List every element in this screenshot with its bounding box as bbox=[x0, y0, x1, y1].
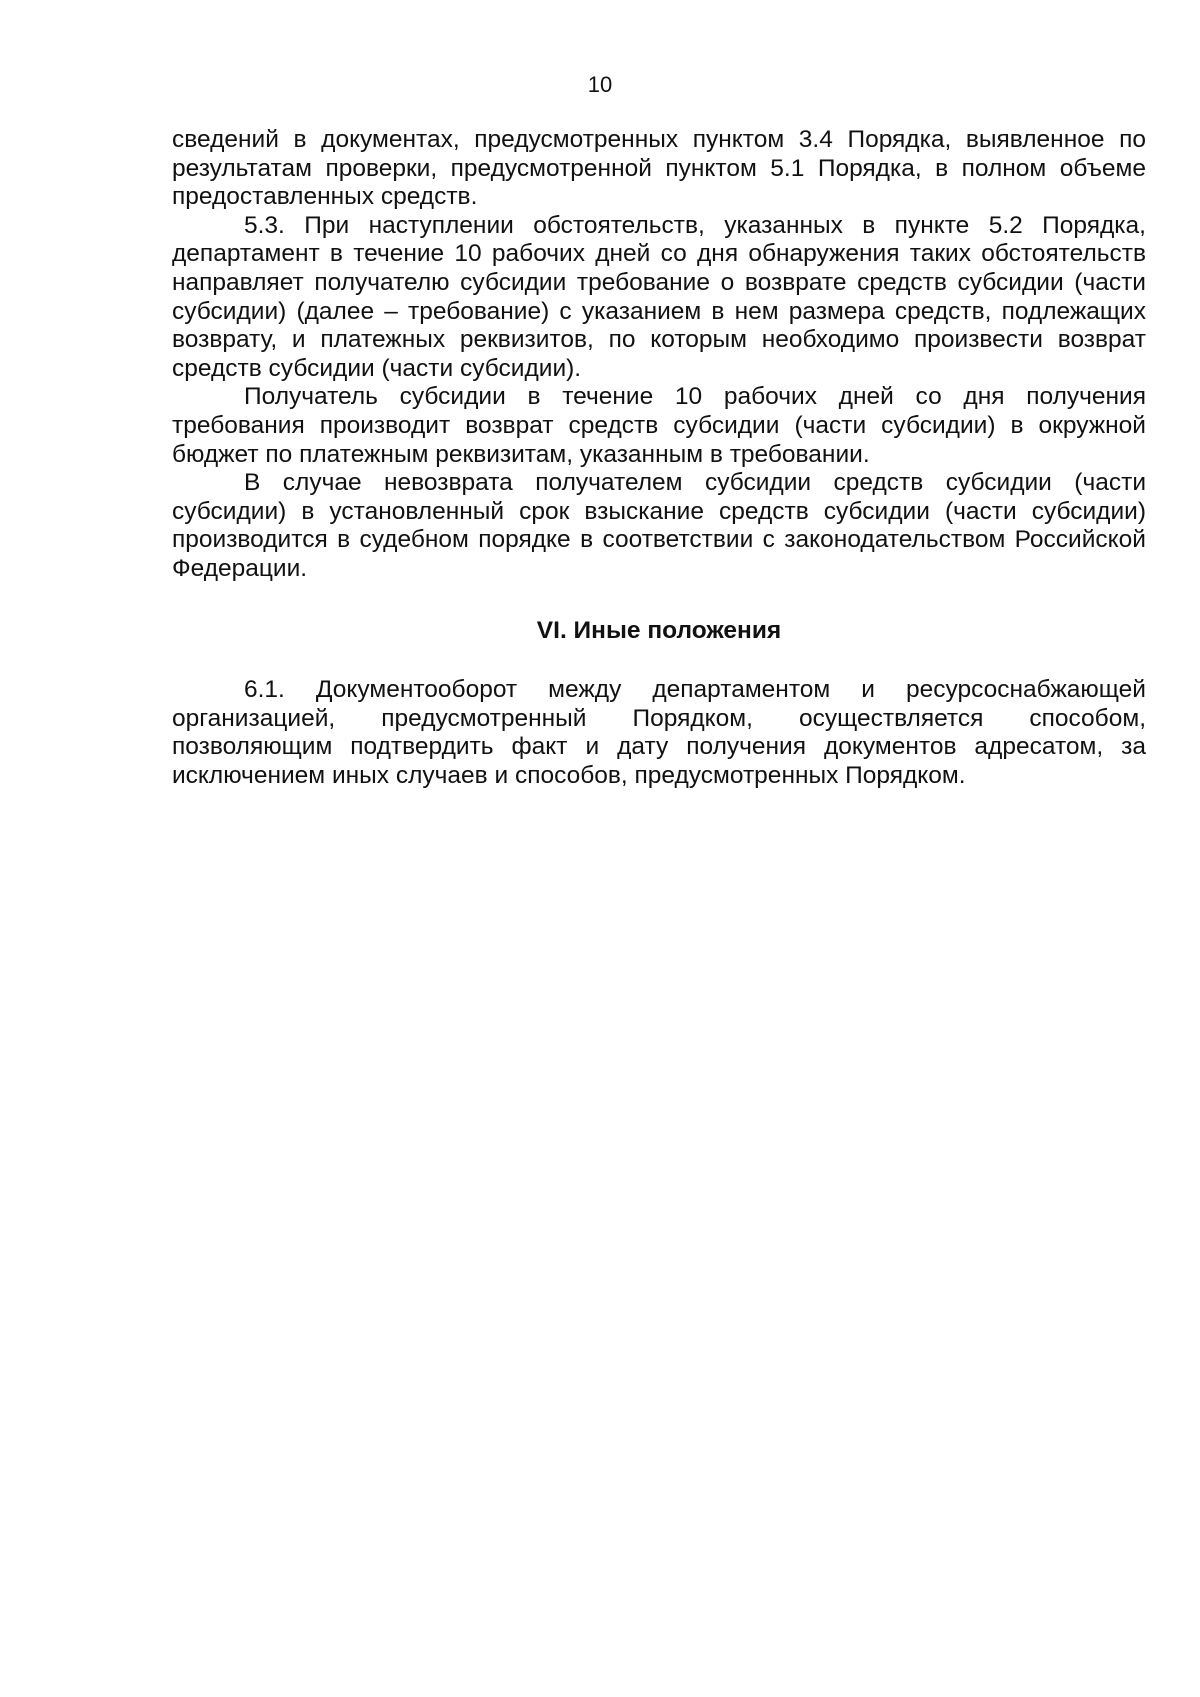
document-body bbox=[172, 126, 1146, 790]
paragraph-non-return: В случае невозврата получателем субсидии средств субсидии (части субсидии) в установленный срок взыскание средств субсидии (части субсидии) производится в судебном порядке в соответствии с законодательством Российской Федерации. bbox=[172, 469, 1146, 582]
paragraph-5-3: 5.3. При наступлении обстоятельств, указанных в пункте 5.2 Порядка, департамент в течение 10 рабочих дней со дня обнаружения таких обстоятельств направляет получателю субсидии требование о возврате средств субсидии (части субсидии) (далее – требование) с указанием в нем размера средств, подлежащих возврату, и платежных реквизитов, по которым необходимо произвести возврат средств субсидии (части субсидии). bbox=[172, 211, 1146, 382]
paragraph-continuation: сведений в документах, предусмотренных пунктом 3.4 Порядка, выявленное по результатам проверки, предусмотренной пунктом 5.1 Порядка, в полном объеме предоставленных средств. bbox=[172, 126, 1146, 211]
paragraph-recipient-return: Получатель субсидии в течение 10 рабочих дней со дня получения требования производит возврат средств субсидии (части субсидии) в окружной бюджет по платежным реквизитам, указанным в требовании. bbox=[172, 383, 1146, 468]
page-number: 10 bbox=[587, 72, 613, 97]
paragraph-6-1: 6.1. Документооборот между департаментом и ресурсоснабжающей организацией, предусмотренный Порядком, осуществляется способом, позволяющим подтвердить факт и дату получения документов адресатом, за исключением иных случаев и способов, предусмотренных Порядком. bbox=[172, 676, 1146, 789]
section-heading: VI. Иные положения bbox=[536, 616, 782, 644]
